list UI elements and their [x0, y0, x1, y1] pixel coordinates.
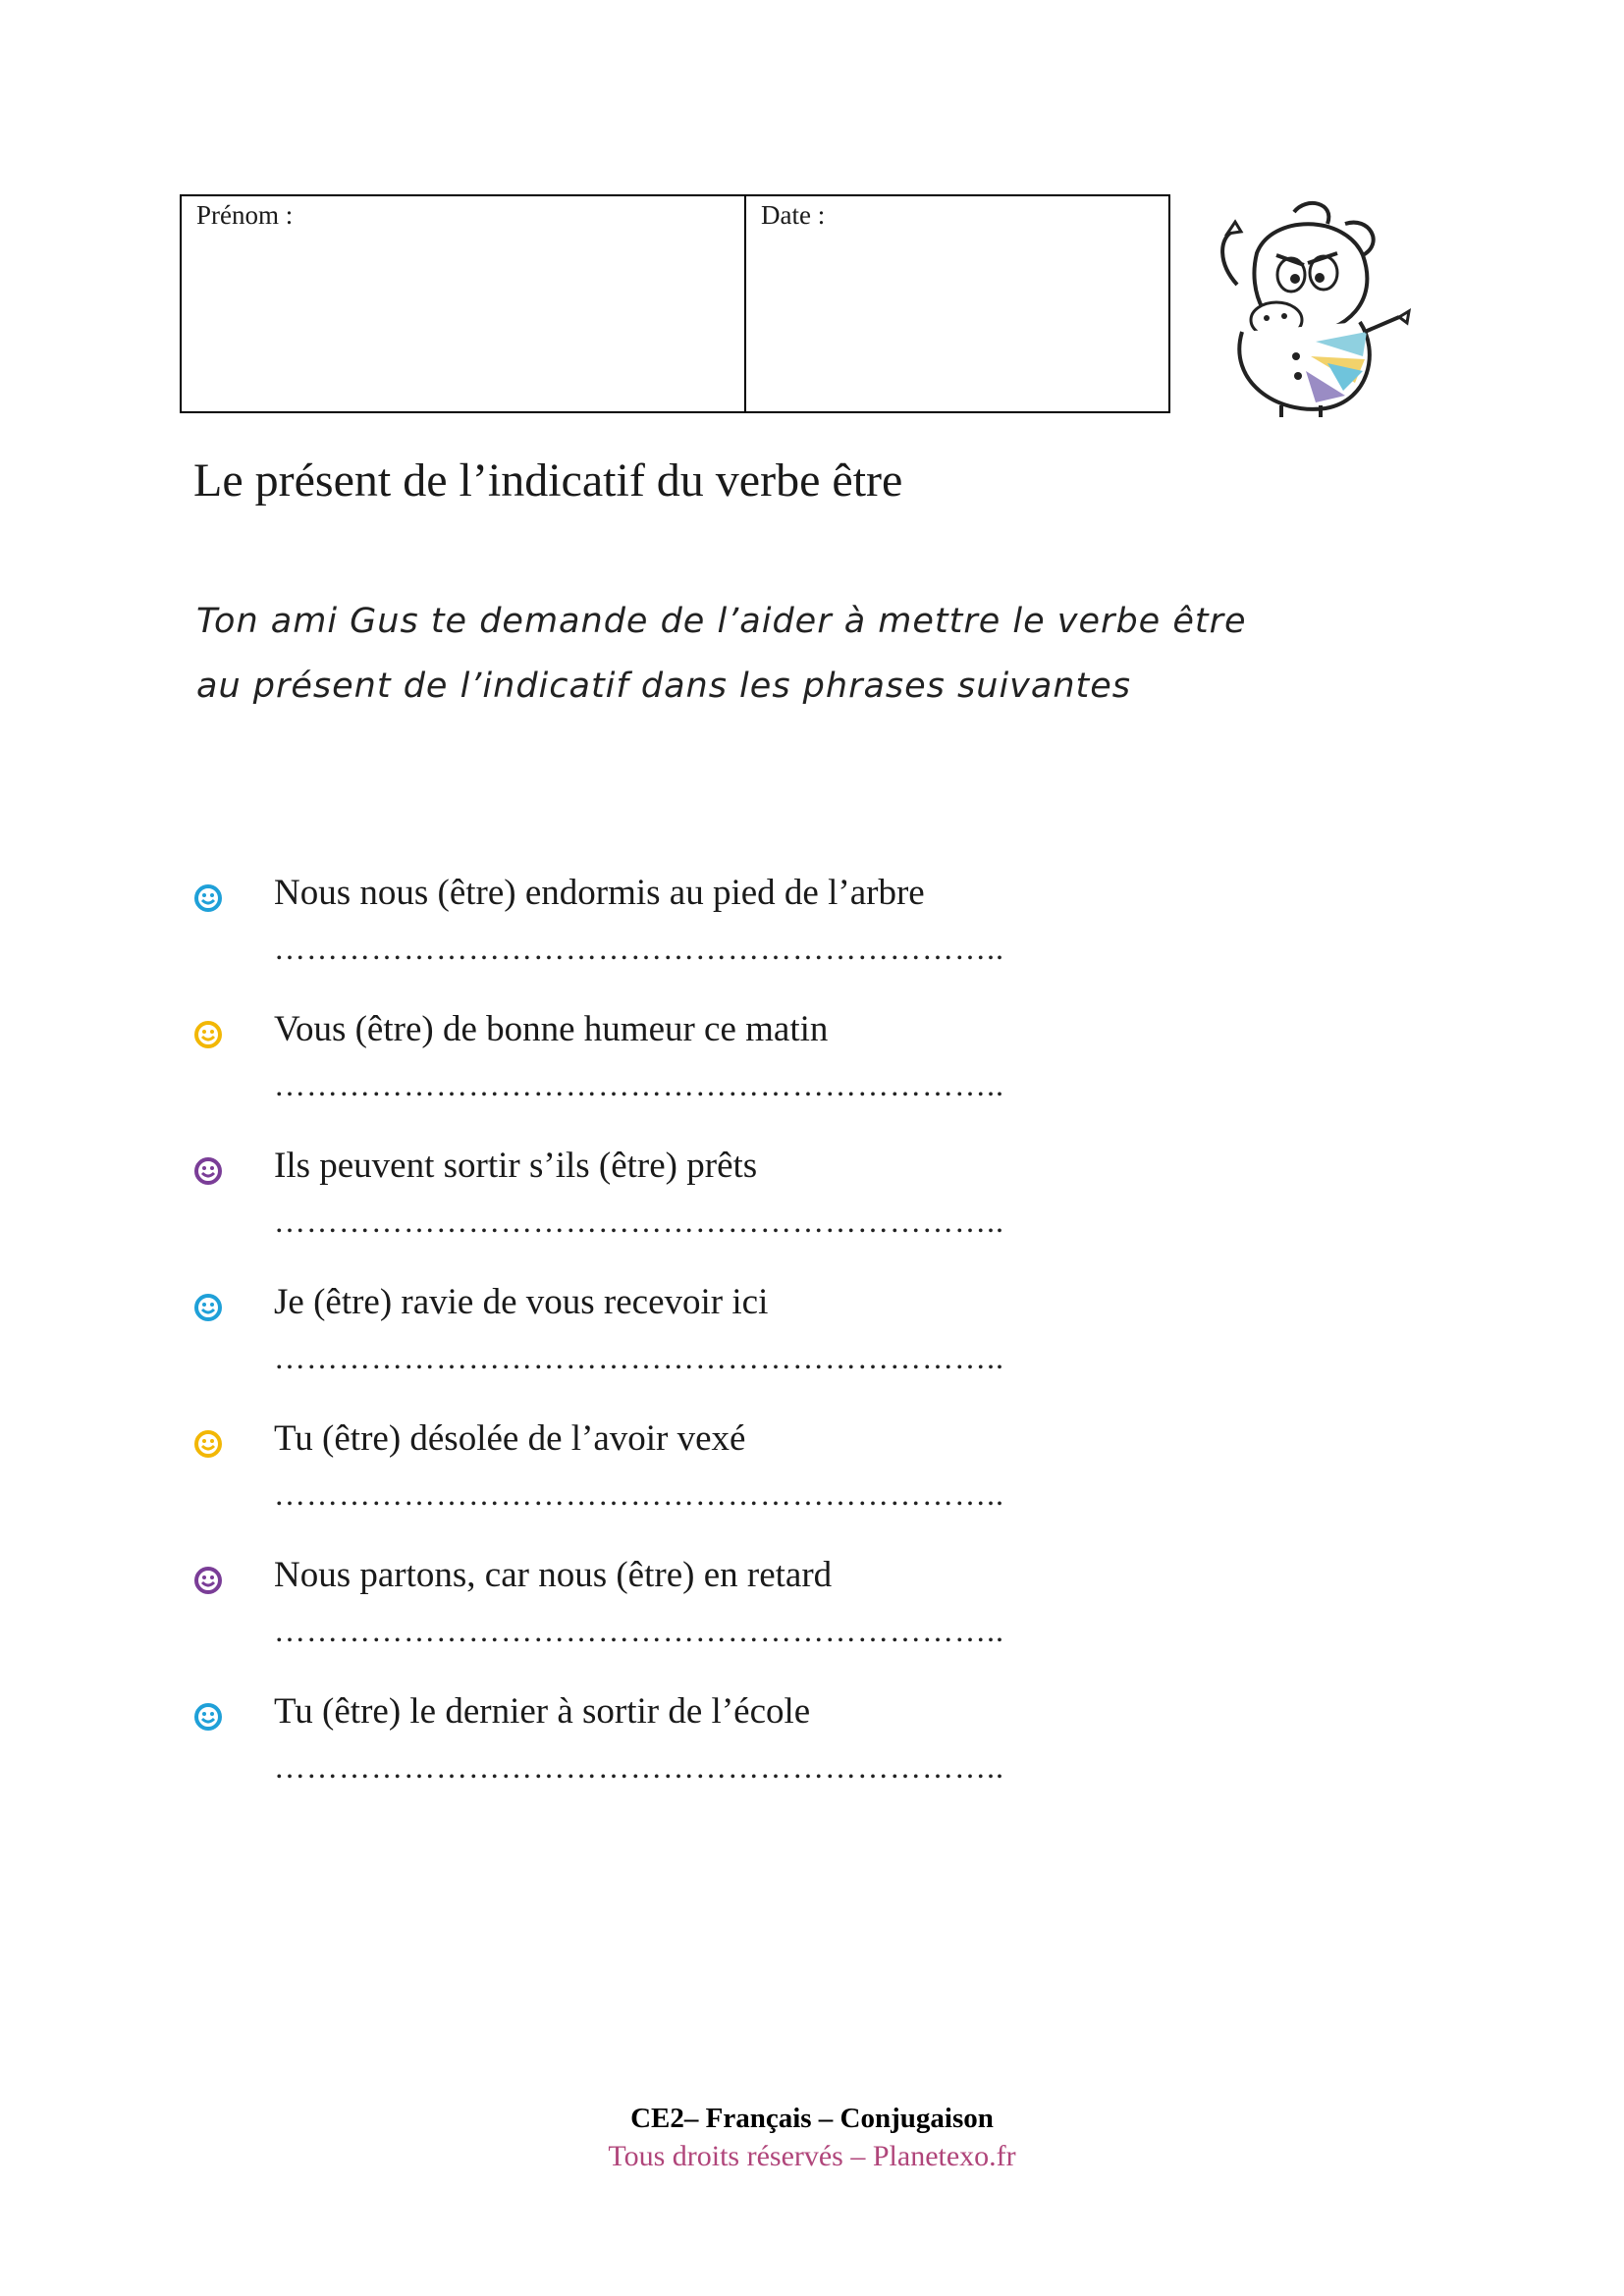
instruction-line-2: au présent de l’indicatif dans les phrases suivantes [196, 667, 1132, 706]
sheep-mascot-icon [1198, 194, 1414, 420]
exercise-list [193, 872, 1175, 1827]
exercise-item [193, 872, 1175, 1008]
exercise-sentence: Je (être) ravie de vous recevoir ici [274, 1282, 769, 1322]
footer-course: CE2– Français – Conjugaison [630, 2103, 994, 2134]
smiley-icon [193, 1566, 223, 1595]
answer-line[interactable]: ………………………………………………………….. [274, 1067, 1004, 1102]
exercise-sentence: Ils peuvent sortir s’ils (être) prêts [274, 1146, 758, 1186]
instruction-line-1: Ton ami Gus te demande de l’aider à mettre le verbe être [196, 602, 1247, 641]
instruction-text [196, 589, 1247, 719]
answer-line[interactable]: ………………………………………………………….. [274, 931, 1004, 966]
answer-line[interactable]: ………………………………………………………….. [274, 1476, 1004, 1512]
exercise-sentence: Tu (être) le dernier à sortir de l’école [274, 1691, 811, 1732]
exercise-item [193, 1008, 1175, 1145]
smiley-icon [193, 1156, 223, 1186]
exercise-item [193, 1554, 1175, 1690]
answer-line[interactable]: ………………………………………………………….. [274, 1613, 1004, 1648]
smiley-icon [193, 1429, 223, 1459]
exercise-item [193, 1417, 1175, 1554]
answer-line[interactable]: ………………………………………………………….. [274, 1203, 1004, 1239]
smiley-icon [193, 1702, 223, 1732]
date-label: Date : [761, 200, 826, 230]
exercise-sentence: Nous partons, car nous (être) en retard [274, 1555, 833, 1595]
smiley-icon [193, 883, 223, 913]
exercise-item [193, 1690, 1175, 1827]
footer-rights: Tous droits réservés – Planetexo.fr [608, 2140, 1016, 2172]
answer-line[interactable]: ………………………………………………………….. [274, 1749, 1004, 1785]
exercise-item [193, 1145, 1175, 1281]
exercise-item [193, 1281, 1175, 1417]
exercise-sentence: Vous (être) de bonne humeur ce matin [274, 1009, 829, 1049]
prenom-cell[interactable] [182, 196, 746, 411]
date-cell[interactable] [746, 196, 1168, 411]
exercise-sentence: Nous nous (être) endormis au pied de l’arbre [274, 873, 925, 913]
answer-line[interactable]: ………………………………………………………….. [274, 1340, 1004, 1375]
page-title: Le présent de l’indicatif du verbe être [193, 454, 903, 507]
prenom-label: Prénom : [196, 200, 294, 230]
smiley-icon [193, 1293, 223, 1322]
smiley-icon [193, 1020, 223, 1049]
student-info-box [180, 194, 1170, 413]
exercise-sentence: Tu (être) désolée de l’avoir vexé [274, 1418, 746, 1459]
